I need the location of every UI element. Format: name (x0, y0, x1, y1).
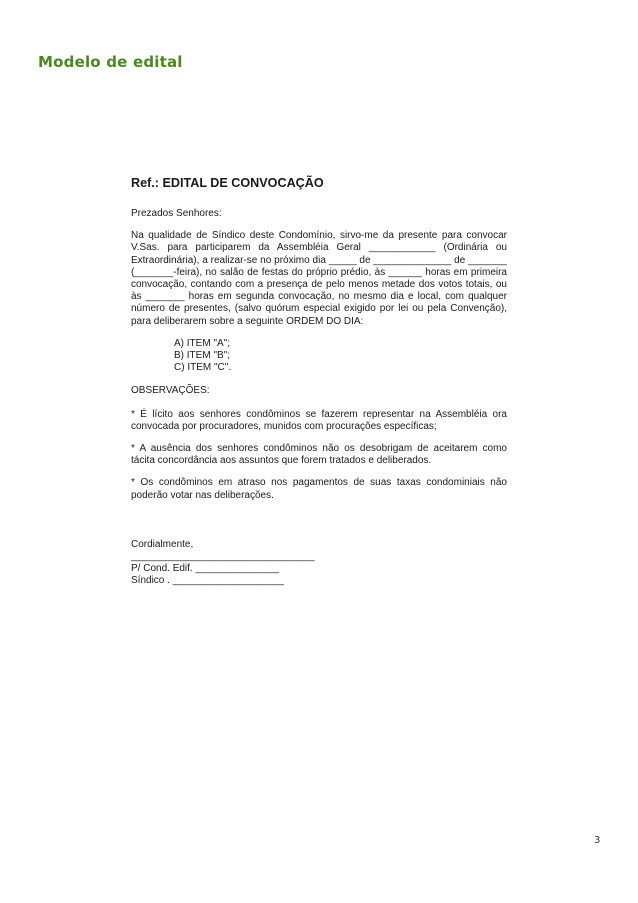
observation-item: * É lícito aos senhores condôminos se fazerem representar na Assembléia ora convocada por procuradores, munidos com procurações específicas; (131, 408, 507, 432)
document-title: Ref.: EDITAL DE CONVOCAÇÃO (131, 176, 324, 190)
page-number: 3 (594, 835, 601, 846)
agenda-item: C) ITEM "C". (174, 362, 232, 374)
page-heading: Modelo de edital (38, 53, 183, 71)
observation-item: * A ausência dos senhores condôminos não os desobrigam de aceitarem como tácita concordância aos assuntos que forem tratados e deliberados. (131, 443, 507, 467)
convocation-paragraph: Na qualidade de Síndico deste Condomínio, sirvo-me da presente para convocar V.Sas. para participarem da Assembléia Geral ____________ (Ordinária ou Extraordinária), a realizar-se no próximo dia _____ de ______________ de _______ (_______-feira), no salão de festas do próprio prédio, às ______ horas em primeira convocação, contando com a presença de pelo menos metade dos votos totais, ou às _______ horas em segunda convocação, no mesmo dia e local, com qualquer número de presentes, (salvo quórum especial exigido por lei ou pela Convenção), para deliberarem sobre a seguinte ORDEM DO DIA: (131, 230, 507, 327)
agenda-item: A) ITEM "A"; (174, 337, 230, 349)
edital-document (131, 176, 507, 588)
agenda-item: B) ITEM "B"; (174, 350, 230, 362)
agenda-list (131, 338, 507, 375)
observation-item: * Os condôminos em atraso nos pagamentos de suas taxas condominiais não poderão votar nas deliberações. (131, 477, 507, 501)
greeting: Prezados Senhores: (131, 208, 222, 219)
sindico-line: Síndico . ____________________ (131, 575, 284, 587)
observations-title: OBSERVAÇÕES: (131, 385, 210, 397)
signature-line: _________________________________ (131, 551, 315, 563)
closing-greeting: Cordialmente, (131, 538, 194, 550)
condominium-line: P/ Cond. Edif. _______________ (131, 563, 279, 575)
